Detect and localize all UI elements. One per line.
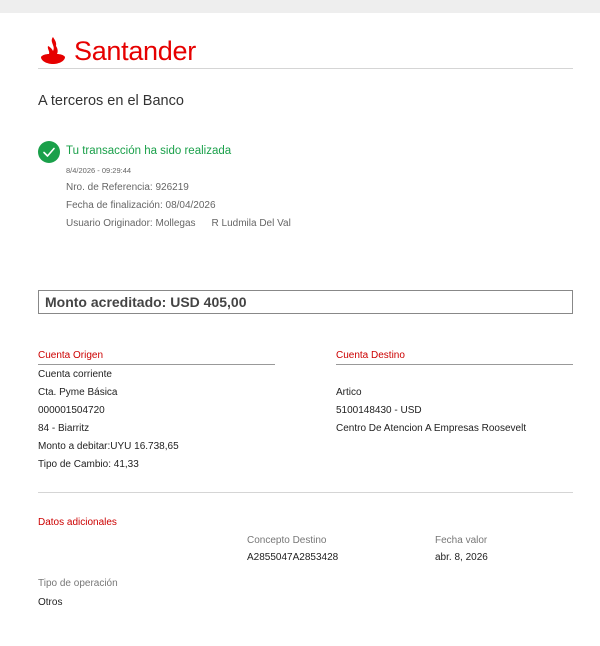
additional-data-title: Datos adicionales <box>38 517 117 528</box>
origin-debit-amount: Monto a debitar:UYU 16.738,65 <box>38 441 179 452</box>
value-date-label: Fecha valor <box>435 535 488 546</box>
credited-amount-box <box>38 290 573 314</box>
origin-product: Cta. Pyme Básica <box>38 387 118 398</box>
origin-account-number: 000001504720 <box>38 405 105 416</box>
operation-type-label: Tipo de operación <box>38 578 118 589</box>
flame-icon <box>38 36 68 66</box>
origin-account-title: Cuenta Origen <box>38 350 104 361</box>
origin-account-type: Cuenta corriente <box>38 369 112 380</box>
check-circle-icon <box>38 141 60 163</box>
originator-user <box>66 218 291 229</box>
brand-name: Santander <box>74 36 196 66</box>
santander-logo <box>38 34 196 68</box>
section-divider <box>38 492 573 493</box>
destination-account: 5100148430 - USD <box>336 405 422 416</box>
success-message: Tu transacción ha sido realizada <box>66 145 232 157</box>
top-bar <box>0 0 600 13</box>
value-date: abr. 8, 2026 <box>435 552 488 563</box>
origin-branch: 84 - Biarritz <box>38 423 90 434</box>
operation-type-value: Otros <box>38 597 63 608</box>
page-title: A terceros en el Banco <box>38 93 184 109</box>
finalization-date: Fecha de finalización: 08/04/2026 <box>66 200 216 211</box>
destination-title-underline <box>336 364 573 365</box>
originator-label: Usuario Originador: Mollegas <box>66 218 196 229</box>
origin-title-underline <box>38 364 275 365</box>
credited-amount: Monto acreditado: USD 405,00 <box>45 294 247 310</box>
destination-name: Artico <box>336 387 362 398</box>
origin-exchange-rate: Tipo de Cambio: 41,33 <box>38 459 139 470</box>
originator-name: R Ludmila Del Val <box>211 218 291 229</box>
reference-number: Nro. de Referencia: 926219 <box>66 182 189 193</box>
header-divider <box>38 68 573 69</box>
concept-destination-value: A2855047A2853428 <box>247 552 339 563</box>
destination-account-title: Cuenta Destino <box>336 350 405 361</box>
destination-branch: Centro De Atencion A Empresas Roosevelt <box>336 423 527 434</box>
concept-destination-label: Concepto Destino <box>247 535 327 546</box>
transaction-timestamp: 8/4/2026 - 09:29:44 <box>66 166 132 175</box>
